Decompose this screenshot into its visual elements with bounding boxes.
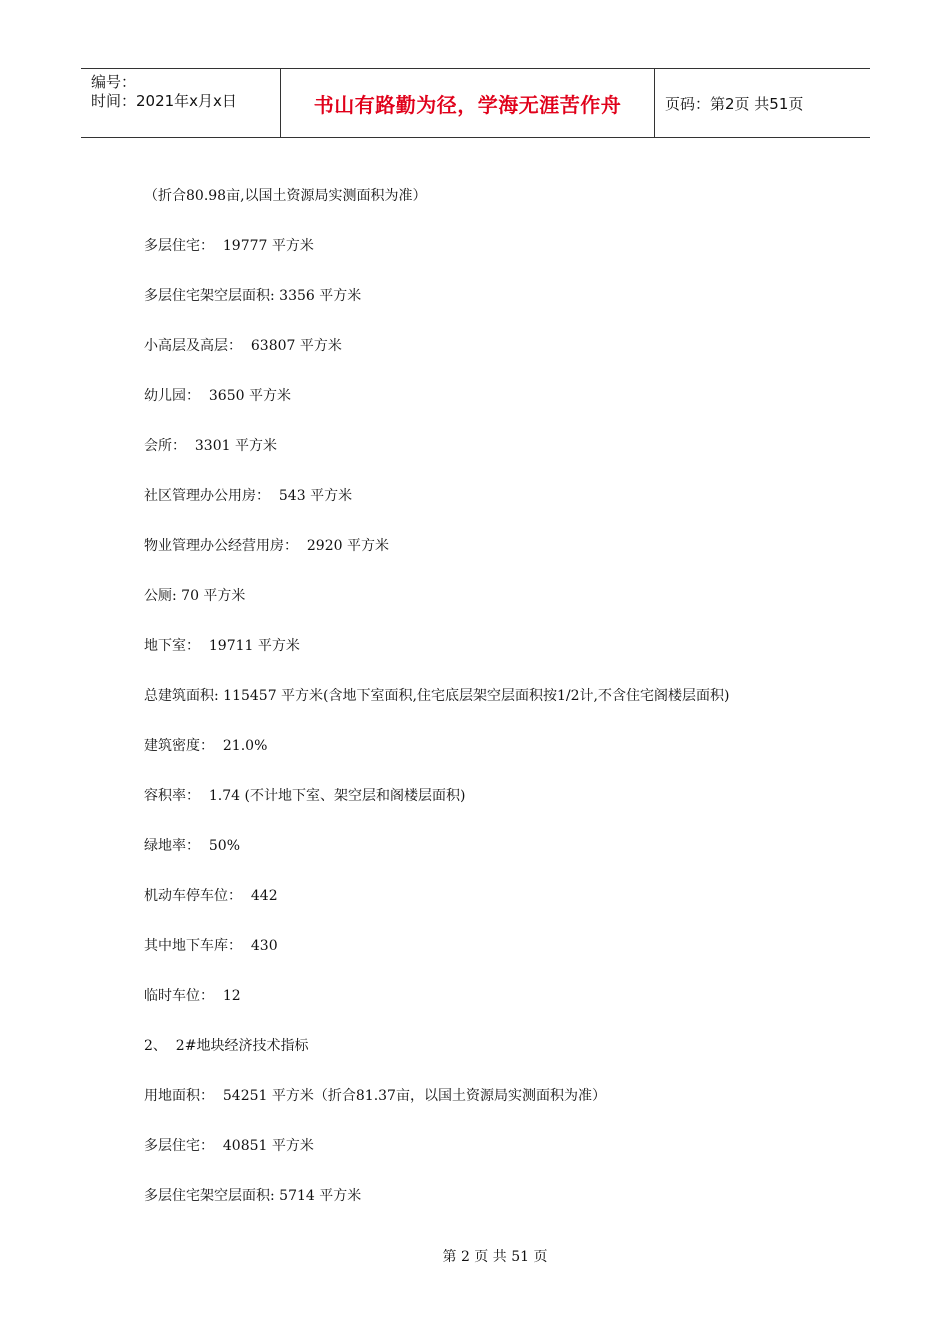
page-header bbox=[81, 68, 870, 138]
body-line: 多层住宅： 19777 平方米 bbox=[144, 238, 314, 254]
body-line: 容积率： 1.74 (不计地下室、架空层和阁楼层面积) bbox=[144, 788, 466, 804]
header-page-label: 页码：第2页 共51页 bbox=[665, 94, 804, 113]
section-heading: 2、 2#地块经济技术指标 bbox=[144, 1038, 309, 1054]
body-line: 建筑密度： 21.0% bbox=[144, 738, 268, 754]
body-line: 其中地下车库： 430 bbox=[144, 938, 278, 954]
body-line: 多层住宅架空层面积: 5714 平方米 bbox=[144, 1188, 362, 1204]
body-line: 多层住宅架空层面积: 3356 平方米 bbox=[144, 288, 362, 304]
body-line: 多层住宅： 40851 平方米 bbox=[144, 1138, 314, 1154]
body-line: （折合80.98亩,以国土资源局实测面积为准） bbox=[144, 188, 427, 204]
body-line: 机动车停车位： 442 bbox=[144, 888, 278, 904]
body-line: 绿地率： 50% bbox=[144, 838, 241, 854]
body-line: 小高层及高层： 63807 平方米 bbox=[144, 338, 342, 354]
page-footer: 第 2 页 共 51 页 bbox=[442, 1249, 548, 1265]
body-line: 总建筑面积: 115457 平方米(含地下室面积,住宅底层架空层面积按1/2计,不含住宅阁楼层面积) bbox=[144, 688, 730, 704]
body-line: 用地面积： 54251 平方米（折合81.37亩，以国土资源局实测面积为准） bbox=[144, 1088, 606, 1104]
document-time-label: 时间：2021年x月x日 bbox=[91, 92, 237, 110]
header-motto: 书山有路勤为径，学海无涯苦作舟 bbox=[281, 69, 655, 137]
body-line: 地下室： 19711 平方米 bbox=[144, 638, 300, 654]
document-number-label: 编号： bbox=[91, 73, 137, 91]
body-line: 会所： 3301 平方米 bbox=[144, 438, 277, 454]
body-line: 临时车位： 12 bbox=[144, 988, 241, 1004]
document-body bbox=[144, 184, 804, 1234]
body-line: 物业管理办公经营用房： 2920 平方米 bbox=[144, 538, 389, 554]
body-line: 幼儿园： 3650 平方米 bbox=[144, 388, 291, 404]
header-meta bbox=[81, 69, 281, 137]
body-line: 公厕: 70 平方米 bbox=[144, 588, 246, 604]
body-line: 社区管理办公用房： 543 平方米 bbox=[144, 488, 353, 504]
